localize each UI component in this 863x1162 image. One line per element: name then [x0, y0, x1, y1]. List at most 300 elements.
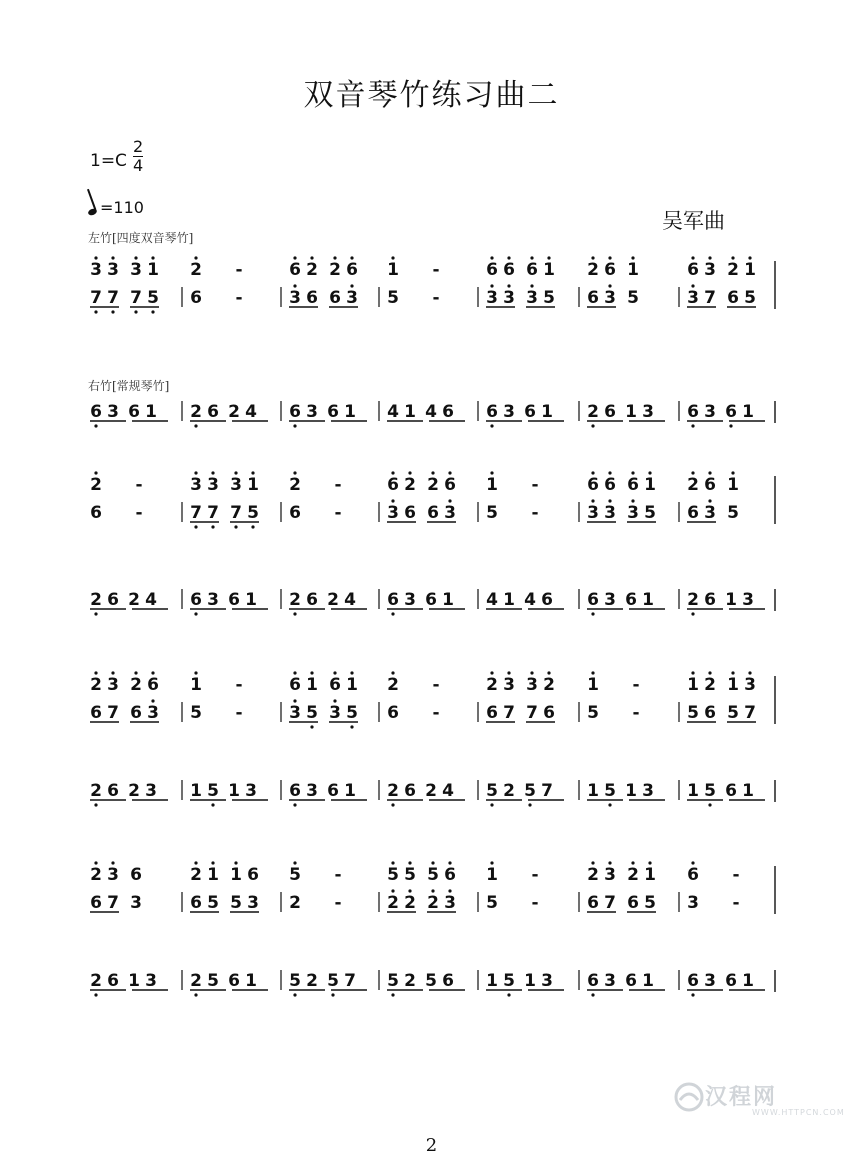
high-octave-dot — [631, 861, 634, 864]
note: 7 — [190, 503, 202, 523]
high-octave-dot — [608, 861, 611, 864]
note: 2 — [704, 675, 716, 695]
note: 6 — [587, 590, 599, 610]
dash: - — [235, 675, 243, 695]
high-octave-dot — [211, 471, 214, 474]
high-octave-dot — [234, 471, 237, 474]
note: 3 — [90, 260, 102, 280]
high-octave-dot — [234, 861, 237, 864]
low-octave-dot — [331, 993, 334, 996]
note: 3 — [687, 893, 699, 913]
high-octave-dot — [293, 284, 296, 287]
high-octave-dot — [631, 256, 634, 259]
note: 6 — [107, 971, 119, 991]
note: 2 — [190, 971, 202, 991]
note: 4 — [425, 402, 437, 422]
note: 1 — [344, 402, 356, 422]
note: 2 — [587, 402, 599, 422]
composer: 吴军曲 — [662, 209, 725, 233]
note: 6 — [289, 503, 301, 523]
note: 2 — [587, 865, 599, 885]
note: 3 — [306, 402, 318, 422]
note: 7 — [107, 288, 119, 308]
note: 2 — [90, 590, 102, 610]
low-octave-dot — [151, 310, 154, 313]
note: 5 — [727, 703, 739, 723]
high-octave-dot — [391, 889, 394, 892]
note: 5 — [306, 703, 318, 723]
note: 1 — [744, 260, 756, 280]
low-octave-dot — [591, 993, 594, 996]
note: 6 — [346, 260, 358, 280]
note: 5 — [486, 781, 498, 801]
low-octave-dot — [591, 424, 594, 427]
note: 2 — [190, 260, 202, 280]
note: 6 — [387, 703, 399, 723]
note: 1 — [306, 675, 318, 695]
note: 3 — [541, 971, 553, 991]
note: 3 — [604, 288, 616, 308]
high-octave-dot — [748, 256, 751, 259]
note: 6 — [207, 402, 219, 422]
high-octave-dot — [708, 499, 711, 502]
low-octave-dot — [94, 803, 97, 806]
left-part-label: 左竹[四度双音琴竹] — [88, 231, 194, 245]
note: 6 — [128, 402, 140, 422]
low-octave-dot — [134, 310, 137, 313]
note: 6 — [627, 893, 639, 913]
note: 6 — [442, 971, 454, 991]
note: 7 — [344, 971, 356, 991]
note: 3 — [687, 288, 699, 308]
note: 3 — [306, 781, 318, 801]
note: 5 — [727, 503, 739, 523]
note: 3 — [289, 288, 301, 308]
low-octave-dot — [591, 612, 594, 615]
note: 5 — [486, 893, 498, 913]
dash: - — [235, 260, 243, 280]
note: 6 — [727, 288, 739, 308]
note: 3 — [190, 475, 202, 495]
low-octave-dot — [691, 612, 694, 615]
high-octave-dot — [94, 861, 97, 864]
note: 5 — [543, 288, 555, 308]
dash: - — [632, 675, 640, 695]
note: 4 — [145, 590, 157, 610]
note: 7 — [503, 703, 515, 723]
note: 1 — [442, 590, 454, 610]
note: 7 — [604, 893, 616, 913]
note: 7 — [704, 288, 716, 308]
note: 1 — [543, 260, 555, 280]
high-octave-dot — [408, 889, 411, 892]
high-octave-dot — [507, 284, 510, 287]
note: 5 — [627, 288, 639, 308]
low-octave-dot — [528, 803, 531, 806]
high-octave-dot — [391, 861, 394, 864]
high-octave-dot — [391, 256, 394, 259]
high-octave-dot — [111, 671, 114, 674]
note: 7 — [230, 503, 242, 523]
note: 1 — [687, 675, 699, 695]
page-title: 双音琴竹练习曲二 — [303, 78, 560, 113]
note: 2 — [687, 475, 699, 495]
note: 6 — [306, 288, 318, 308]
note: 3 — [107, 865, 119, 885]
high-octave-dot — [448, 499, 451, 502]
note: 6 — [130, 865, 142, 885]
note: 2 — [387, 675, 399, 695]
note: 6 — [427, 503, 439, 523]
note: 5 — [327, 971, 339, 991]
note: 1 — [687, 781, 699, 801]
high-octave-dot — [648, 861, 651, 864]
low-octave-dot — [490, 424, 493, 427]
high-octave-dot — [293, 699, 296, 702]
note: 2 — [90, 865, 102, 885]
note: 3 — [444, 503, 456, 523]
note: 6 — [587, 971, 599, 991]
low-octave-dot — [350, 725, 353, 728]
high-octave-dot — [507, 256, 510, 259]
high-octave-dot — [591, 861, 594, 864]
note: 3 — [130, 260, 142, 280]
high-octave-dot — [94, 256, 97, 259]
note: 2 — [90, 971, 102, 991]
high-octave-dot — [708, 671, 711, 674]
note: 5 — [289, 971, 301, 991]
note: 2 — [486, 675, 498, 695]
note: 1 — [742, 971, 754, 991]
time-signature-bottom: 4 — [133, 156, 144, 175]
note: 2 — [503, 781, 515, 801]
note: 6 — [486, 402, 498, 422]
low-octave-dot — [391, 612, 394, 615]
note: 6 — [329, 288, 341, 308]
watermark-url: WWW.HTTPCN.COM — [752, 1108, 845, 1117]
note: 5 — [230, 893, 242, 913]
note: 1 — [147, 260, 159, 280]
note: 2 — [587, 260, 599, 280]
high-octave-dot — [591, 499, 594, 502]
high-octave-dot — [691, 284, 694, 287]
note: 3 — [604, 590, 616, 610]
dash: - — [334, 475, 342, 495]
note: 1 — [128, 971, 140, 991]
dash: - — [531, 865, 539, 885]
note: 2 — [727, 260, 739, 280]
high-octave-dot — [547, 671, 550, 674]
note: 3 — [107, 402, 119, 422]
note: 6 — [90, 402, 102, 422]
note: 6 — [327, 781, 339, 801]
note: 6 — [486, 703, 498, 723]
note: 7 — [541, 781, 553, 801]
low-octave-dot — [211, 803, 214, 806]
note: 1 — [742, 402, 754, 422]
note: 2 — [404, 893, 416, 913]
note: 4 — [387, 402, 399, 422]
note: 1 — [387, 260, 399, 280]
high-octave-dot — [94, 671, 97, 674]
high-octave-dot — [134, 256, 137, 259]
low-octave-dot — [310, 725, 313, 728]
note: 1 — [727, 475, 739, 495]
low-octave-dot — [691, 424, 694, 427]
note: 1 — [642, 590, 654, 610]
note: 6 — [687, 503, 699, 523]
high-octave-dot — [333, 671, 336, 674]
note: 6 — [687, 402, 699, 422]
high-octave-dot — [431, 861, 434, 864]
note: 6 — [625, 971, 637, 991]
note: 3 — [486, 288, 498, 308]
right-part-label: 右竹[常规琴竹] — [88, 379, 170, 393]
note: 3 — [207, 475, 219, 495]
high-octave-dot — [631, 471, 634, 474]
low-octave-dot — [194, 424, 197, 427]
note: 1 — [503, 590, 515, 610]
note: 6 — [444, 475, 456, 495]
dash: - — [732, 865, 740, 885]
note: 3 — [704, 402, 716, 422]
dash: - — [432, 260, 440, 280]
note: 3 — [230, 475, 242, 495]
note: 6 — [486, 260, 498, 280]
high-octave-dot — [333, 256, 336, 259]
high-octave-dot — [708, 471, 711, 474]
note: 6 — [687, 971, 699, 991]
note: 5 — [425, 971, 437, 991]
note: 5 — [387, 971, 399, 991]
note: 6 — [289, 781, 301, 801]
note: 1 — [486, 865, 498, 885]
note: 3 — [742, 590, 754, 610]
dash: - — [334, 503, 342, 523]
note: 3 — [107, 260, 119, 280]
note: 6 — [327, 402, 339, 422]
note: 3 — [642, 402, 654, 422]
note: 5 — [207, 781, 219, 801]
note: 6 — [329, 675, 341, 695]
note: 5 — [207, 971, 219, 991]
note: 1 — [644, 865, 656, 885]
note: 1 — [541, 402, 553, 422]
note: 6 — [625, 590, 637, 610]
note: 6 — [725, 402, 737, 422]
high-octave-dot — [691, 861, 694, 864]
note: 2 — [128, 590, 140, 610]
low-octave-dot — [608, 803, 611, 806]
note: 5 — [744, 288, 756, 308]
note: 6 — [387, 590, 399, 610]
note: 2 — [289, 475, 301, 495]
low-octave-dot — [194, 993, 197, 996]
note: 5 — [207, 893, 219, 913]
note: 5 — [486, 503, 498, 523]
note: 3 — [404, 590, 416, 610]
note: 4 — [524, 590, 536, 610]
note: 5 — [190, 703, 202, 723]
note: 5 — [644, 893, 656, 913]
dash: - — [135, 503, 143, 523]
dash: - — [235, 703, 243, 723]
note: 1 — [524, 971, 536, 991]
note: 6 — [503, 260, 515, 280]
high-octave-dot — [608, 284, 611, 287]
low-octave-dot — [111, 310, 114, 313]
note: 2 — [425, 781, 437, 801]
low-octave-dot — [391, 993, 394, 996]
high-octave-dot — [310, 671, 313, 674]
note: 2 — [190, 402, 202, 422]
high-octave-dot — [151, 671, 154, 674]
note: 5 — [387, 288, 399, 308]
high-octave-dot — [708, 256, 711, 259]
note: 1 — [587, 675, 599, 695]
dash: - — [531, 475, 539, 495]
high-octave-dot — [251, 471, 254, 474]
note: 1 — [245, 971, 257, 991]
low-octave-dot — [194, 612, 197, 615]
dash: - — [531, 893, 539, 913]
high-octave-dot — [448, 889, 451, 892]
note: 1 — [625, 781, 637, 801]
high-octave-dot — [431, 889, 434, 892]
note: 6 — [247, 865, 259, 885]
note: 3 — [526, 675, 538, 695]
watermark-logo-icon — [672, 1080, 706, 1114]
low-octave-dot — [94, 612, 97, 615]
note: 3 — [704, 971, 716, 991]
note: 6 — [587, 288, 599, 308]
high-octave-dot — [731, 471, 734, 474]
note: 2 — [90, 475, 102, 495]
high-octave-dot — [490, 671, 493, 674]
note: 6 — [289, 675, 301, 695]
note: 6 — [190, 288, 202, 308]
high-octave-dot — [608, 256, 611, 259]
note: 6 — [704, 590, 716, 610]
note: 2 — [387, 893, 399, 913]
note: 3 — [130, 893, 142, 913]
note: 2 — [327, 590, 339, 610]
note: 2 — [387, 781, 399, 801]
note: 3 — [587, 503, 599, 523]
note: 1 — [642, 971, 654, 991]
note: 7 — [526, 703, 538, 723]
note: 4 — [442, 781, 454, 801]
note: 7 — [130, 288, 142, 308]
note: 1 — [190, 781, 202, 801]
note: 1 — [627, 260, 639, 280]
high-octave-dot — [530, 256, 533, 259]
high-octave-dot — [350, 256, 353, 259]
high-octave-dot — [691, 471, 694, 474]
time-signature-top: 2 — [133, 137, 144, 156]
note: 5 — [247, 503, 259, 523]
note: 6 — [404, 781, 416, 801]
note: 2 — [306, 260, 318, 280]
dash: - — [531, 503, 539, 523]
high-octave-dot — [648, 471, 651, 474]
low-octave-dot — [293, 424, 296, 427]
dash: - — [235, 288, 243, 308]
note: 6 — [543, 703, 555, 723]
note: 4 — [486, 590, 498, 610]
high-octave-dot — [731, 256, 734, 259]
high-octave-dot — [194, 471, 197, 474]
low-octave-dot — [729, 424, 732, 427]
high-octave-dot — [448, 471, 451, 474]
note: 5 — [644, 503, 656, 523]
note: 5 — [427, 865, 439, 885]
note: 5 — [404, 865, 416, 885]
note: 6 — [228, 590, 240, 610]
note: 5 — [687, 703, 699, 723]
high-octave-dot — [530, 671, 533, 674]
note: 6 — [425, 590, 437, 610]
dash: - — [632, 703, 640, 723]
note: 2 — [427, 475, 439, 495]
note: 1 — [190, 675, 202, 695]
note: 6 — [687, 865, 699, 885]
note: 6 — [604, 402, 616, 422]
high-octave-dot — [591, 671, 594, 674]
note: 3 — [145, 971, 157, 991]
high-octave-dot — [293, 671, 296, 674]
dash: - — [432, 703, 440, 723]
high-octave-dot — [111, 256, 114, 259]
low-octave-dot — [234, 525, 237, 528]
low-octave-dot — [691, 993, 694, 996]
note: 3 — [604, 865, 616, 885]
page-number: 2 — [425, 1135, 438, 1156]
note: 6 — [90, 703, 102, 723]
note: 6 — [90, 893, 102, 913]
tempo-value: =110 — [100, 198, 144, 217]
note: 6 — [704, 703, 716, 723]
note: 2 — [130, 675, 142, 695]
high-octave-dot — [293, 256, 296, 259]
note: 1 — [486, 475, 498, 495]
note: 5 — [147, 288, 159, 308]
note: 7 — [90, 288, 102, 308]
note: 7 — [107, 893, 119, 913]
dash: - — [334, 893, 342, 913]
high-octave-dot — [111, 861, 114, 864]
high-octave-dot — [530, 284, 533, 287]
low-octave-dot — [391, 803, 394, 806]
note: 2 — [329, 260, 341, 280]
note: 7 — [107, 703, 119, 723]
note: 3 — [704, 260, 716, 280]
note: 6 — [704, 475, 716, 495]
note: 6 — [289, 402, 301, 422]
note: 6 — [387, 475, 399, 495]
note: 3 — [147, 703, 159, 723]
note: 3 — [503, 402, 515, 422]
note: 2 — [90, 781, 102, 801]
note: 5 — [587, 703, 599, 723]
dash: - — [432, 675, 440, 695]
high-octave-dot — [490, 284, 493, 287]
note: 7 — [744, 703, 756, 723]
note: 6 — [524, 402, 536, 422]
note: 2 — [190, 865, 202, 885]
note: 3 — [245, 781, 257, 801]
note: 6 — [190, 893, 202, 913]
